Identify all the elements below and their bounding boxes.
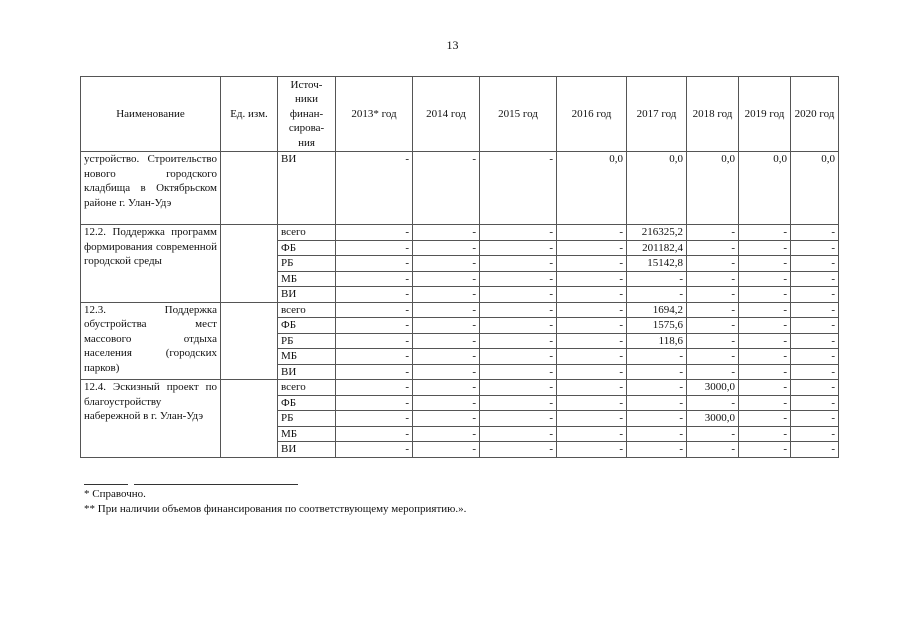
value-cell: 1694,2 <box>627 302 687 318</box>
value-cell: - <box>557 426 627 442</box>
header-row <box>81 77 839 152</box>
measure-name: 12.3. Поддержка обустройства мест массового отдыха населения (городских парков) <box>81 302 221 380</box>
value-cell: - <box>687 287 739 303</box>
table-row <box>81 302 839 318</box>
value-cell: - <box>480 152 557 225</box>
source-cell: РБ <box>278 256 336 272</box>
value-cell: - <box>687 395 739 411</box>
value-cell: 216325,2 <box>627 225 687 241</box>
value-cell: - <box>791 333 839 349</box>
value-cell: 0,0 <box>627 152 687 225</box>
value-cell: 201182,4 <box>627 240 687 256</box>
value-cell: - <box>336 333 413 349</box>
page-number: 13 <box>446 38 459 52</box>
value-cell: - <box>791 349 839 365</box>
header-unit: Ед. изм. <box>221 77 278 152</box>
value-cell: - <box>791 442 839 458</box>
source-cell: ВИ <box>278 442 336 458</box>
value-cell: - <box>557 411 627 427</box>
value-cell: - <box>687 271 739 287</box>
value-cell: - <box>480 349 557 365</box>
value-cell: - <box>480 442 557 458</box>
value-cell: - <box>791 380 839 396</box>
source-cell: всего <box>278 225 336 241</box>
value-cell: - <box>480 364 557 380</box>
header-year: 2015 год <box>480 77 557 152</box>
header-year: 2019 год <box>739 77 791 152</box>
source-cell: ФБ <box>278 240 336 256</box>
value-cell: - <box>739 411 791 427</box>
value-cell: - <box>687 318 739 334</box>
value-cell: - <box>336 380 413 396</box>
value-cell: - <box>791 240 839 256</box>
source-cell: РБ <box>278 333 336 349</box>
value-cell: - <box>791 302 839 318</box>
value-cell: - <box>791 271 839 287</box>
value-cell: - <box>413 287 480 303</box>
value-cell: - <box>687 240 739 256</box>
value-cell: - <box>413 152 480 225</box>
value-cell: - <box>557 380 627 396</box>
value-cell: - <box>413 349 480 365</box>
value-cell: - <box>687 426 739 442</box>
value-cell: - <box>413 442 480 458</box>
value-cell: 0,0 <box>739 152 791 225</box>
value-cell: - <box>413 426 480 442</box>
value-cell: 0,0 <box>687 152 739 225</box>
value-cell: - <box>627 380 687 396</box>
value-cell: - <box>480 380 557 396</box>
value-cell: - <box>413 302 480 318</box>
value-cell: - <box>336 302 413 318</box>
value-cell: - <box>557 256 627 272</box>
value-cell: - <box>791 426 839 442</box>
table-row <box>81 225 839 241</box>
value-cell: - <box>336 411 413 427</box>
footnote-rule-short <box>84 484 128 485</box>
value-cell: - <box>336 240 413 256</box>
value-cell: - <box>739 349 791 365</box>
header-year: 2014 год <box>413 77 480 152</box>
value-cell: 1575,6 <box>627 318 687 334</box>
measure-name: 12.2. Поддержка программ формирования современной городской среды <box>81 225 221 303</box>
value-cell: - <box>557 240 627 256</box>
value-cell: - <box>739 256 791 272</box>
value-cell: - <box>336 318 413 334</box>
value-cell: - <box>791 225 839 241</box>
value-cell: - <box>336 442 413 458</box>
financing-table <box>80 76 839 458</box>
value-cell: - <box>480 302 557 318</box>
value-cell: - <box>739 302 791 318</box>
table-row-continuation <box>81 152 839 225</box>
unit-cell <box>221 302 278 380</box>
value-cell: 0,0 <box>791 152 839 225</box>
value-cell: - <box>413 333 480 349</box>
value-cell: - <box>336 426 413 442</box>
value-cell: - <box>627 364 687 380</box>
value-cell: - <box>791 364 839 380</box>
value-cell: - <box>557 271 627 287</box>
value-cell: - <box>480 333 557 349</box>
value-cell: - <box>557 302 627 318</box>
value-cell: - <box>687 256 739 272</box>
value-cell: - <box>627 287 687 303</box>
value-cell: - <box>480 240 557 256</box>
value-cell: - <box>557 442 627 458</box>
measure-name: устройство. Строительство нового городского кладбища в Октябрьском районе г. Улан-Удэ <box>81 152 221 225</box>
value-cell: - <box>791 287 839 303</box>
value-cell: - <box>739 287 791 303</box>
source-cell: ВИ <box>278 287 336 303</box>
value-cell: - <box>687 333 739 349</box>
footnote-2: ** При наличии объемов финансирования по соответствующему мероприятию.». <box>84 503 467 515</box>
value-cell: - <box>336 225 413 241</box>
unit-cell <box>221 380 278 458</box>
header-year: 2018 год <box>687 77 739 152</box>
value-cell: 118,6 <box>627 333 687 349</box>
value-cell: - <box>336 152 413 225</box>
value-cell: - <box>557 318 627 334</box>
value-cell: - <box>627 411 687 427</box>
value-cell: - <box>791 395 839 411</box>
value-cell: - <box>687 302 739 318</box>
value-cell: - <box>413 318 480 334</box>
value-cell: - <box>739 380 791 396</box>
value-cell: 0,0 <box>557 152 627 225</box>
source-cell: ВИ <box>278 152 336 225</box>
value-cell: - <box>557 349 627 365</box>
value-cell: - <box>413 395 480 411</box>
value-cell: - <box>791 256 839 272</box>
value-cell: - <box>480 271 557 287</box>
value-cell: - <box>739 442 791 458</box>
value-cell: - <box>413 256 480 272</box>
value-cell: - <box>557 333 627 349</box>
value-cell: - <box>627 426 687 442</box>
header-year: 2016 год <box>557 77 627 152</box>
value-cell: - <box>413 271 480 287</box>
value-cell: - <box>627 271 687 287</box>
value-cell: - <box>557 225 627 241</box>
value-cell: - <box>739 364 791 380</box>
value-cell: - <box>413 411 480 427</box>
table-row <box>81 380 839 396</box>
value-cell: - <box>336 349 413 365</box>
value-cell: - <box>336 287 413 303</box>
value-cell: - <box>336 395 413 411</box>
value-cell: - <box>480 225 557 241</box>
source-cell: всего <box>278 302 336 318</box>
header-year: 2017 год <box>627 77 687 152</box>
value-cell: - <box>480 287 557 303</box>
value-cell: - <box>413 364 480 380</box>
value-cell: - <box>687 364 739 380</box>
value-cell: - <box>627 349 687 365</box>
value-cell: - <box>739 271 791 287</box>
source-cell: МБ <box>278 271 336 287</box>
value-cell: - <box>557 395 627 411</box>
unit-cell <box>221 152 278 225</box>
measure-name: 12.4. Эскизный проект по благоустройству набережной в г. Улан-Удэ <box>81 380 221 458</box>
value-cell: - <box>627 442 687 458</box>
value-cell: - <box>336 271 413 287</box>
value-cell: - <box>791 411 839 427</box>
header-name: Наименование <box>81 77 221 152</box>
source-cell: ФБ <box>278 395 336 411</box>
value-cell: - <box>413 380 480 396</box>
value-cell: - <box>413 225 480 241</box>
source-cell: РБ <box>278 411 336 427</box>
header-source: Источ- ники финан- сирова- ния <box>278 77 336 152</box>
value-cell: - <box>739 225 791 241</box>
value-cell: - <box>480 395 557 411</box>
source-cell: ФБ <box>278 318 336 334</box>
value-cell: 3000,0 <box>687 380 739 396</box>
value-cell: - <box>480 256 557 272</box>
value-cell: - <box>480 426 557 442</box>
value-cell: - <box>739 333 791 349</box>
value-cell: - <box>336 256 413 272</box>
value-cell: - <box>480 318 557 334</box>
value-cell: - <box>627 395 687 411</box>
value-cell: - <box>557 364 627 380</box>
footnote-1: * Справочно. <box>84 488 146 500</box>
value-cell: - <box>687 349 739 365</box>
header-year: 2020 год <box>791 77 839 152</box>
source-cell: всего <box>278 380 336 396</box>
value-cell: - <box>413 240 480 256</box>
unit-cell <box>221 225 278 303</box>
source-cell: МБ <box>278 349 336 365</box>
value-cell: - <box>739 395 791 411</box>
value-cell: - <box>687 442 739 458</box>
value-cell: - <box>336 364 413 380</box>
value-cell: - <box>557 287 627 303</box>
header-year: 2013* год <box>336 77 413 152</box>
value-cell: - <box>739 240 791 256</box>
value-cell: - <box>739 426 791 442</box>
source-cell: МБ <box>278 426 336 442</box>
value-cell: 15142,8 <box>627 256 687 272</box>
value-cell: 3000,0 <box>687 411 739 427</box>
value-cell: - <box>480 411 557 427</box>
footnote-rule-long <box>134 484 298 485</box>
value-cell: - <box>687 225 739 241</box>
source-cell: ВИ <box>278 364 336 380</box>
value-cell: - <box>739 318 791 334</box>
value-cell: - <box>791 318 839 334</box>
